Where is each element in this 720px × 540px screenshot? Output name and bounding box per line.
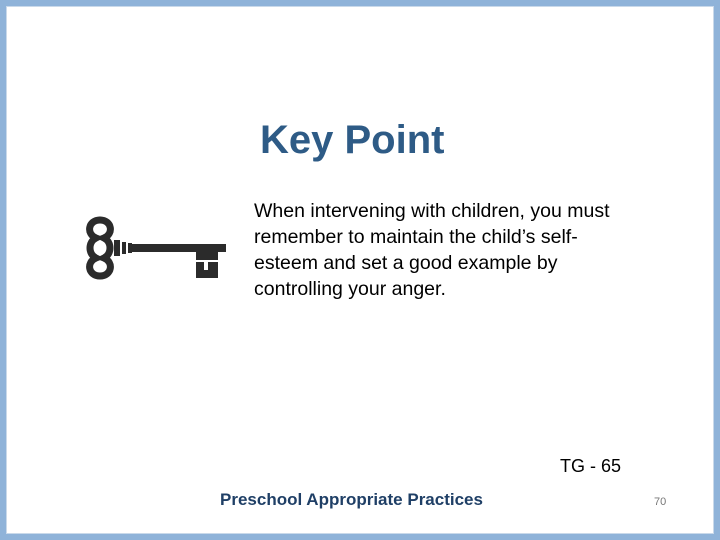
page-number: 70: [654, 496, 667, 508]
slide: [6, 6, 714, 534]
reference-label: TG - 65: [560, 456, 622, 476]
key-point-text: When intervening with children, you must remember to maintain the child’s self-esteem and set a good example by controlling your anger.: [254, 200, 610, 300]
key-icon: [80, 212, 230, 284]
slide-title: Key Point: [260, 118, 445, 162]
footer-title: Preschool Appropriate Practices: [220, 490, 483, 509]
